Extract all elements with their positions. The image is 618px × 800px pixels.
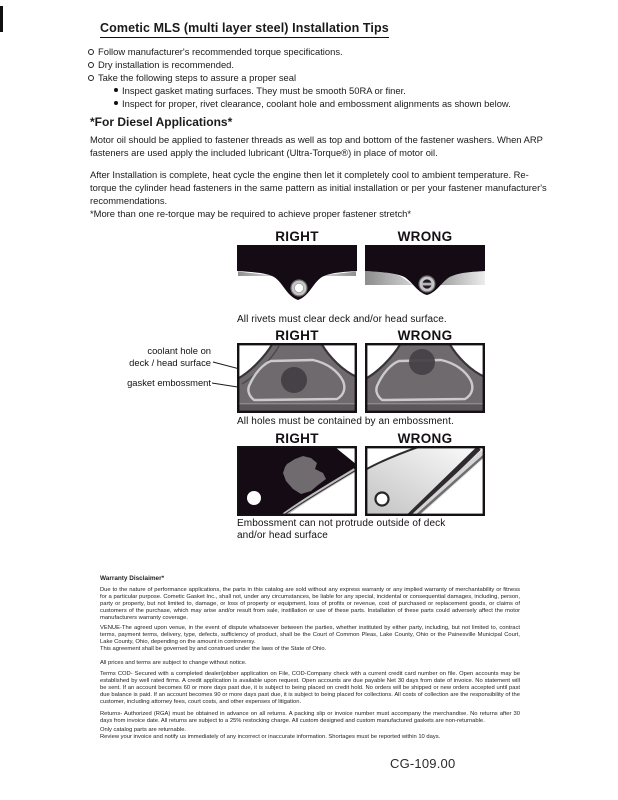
row3-caption-line1: Embossment can not protrude outside of deck: [237, 518, 446, 529]
warranty-paragraph-returns: Returns- Authorized (RGA) must be obtained in advance on all returns. A packing slip or invoice number must accompany the merchandise. No returns after 30 days from invoice date. All returns are subject to a 25% restocking charge. All custom designed and custom manufactured gaskets are non-returnable.: [100, 711, 520, 725]
retorque-note: *More than one re-torque may be required to achieve proper fastener stretch*: [90, 208, 412, 219]
rivet-clearance-right-diagram: [237, 245, 357, 313]
warranty-paragraph-catalog: [100, 727, 520, 741]
venue-text: VENUE-The agreed upon venue, in the event of dispute whatsoever between the parties, whether instituted by either party, including, but not limited to, contract terms, payment terms, delivery, type, defects, sufficiency of product, shall be the Court of Common Pleas, Lake County, Ohio or the Painesville Municipal Court, Lake County, Ohio, depending on the amount in controversy.: [100, 625, 520, 646]
catalog-parts-text: Only catalog parts are returnable.: [100, 727, 187, 733]
embossment-wrong-diagram: [365, 343, 485, 413]
row3-right-label: RIGHT: [275, 431, 319, 446]
protrusion-right-diagram: [237, 446, 357, 516]
coolant-hole-icon: [409, 349, 435, 375]
warranty-paragraph-terms: Terms COD- Secured with a completed dealer/jobber application on File, COD-Company check with a current credit card number on file. Open accounts may be established by well rated firms. A credit application is available upon request. Open accounts are due payable Net 30 days from date of invoice. No statement will be sent. If an account becomes 60 or more days past due, it is subject to being placed on credit hold. No orders will be shipped or new orders accepted until past due balance is paid. If an account becomes 90 or more days past due, it is subject to being placed for collections. All costs of collection are the responsibility of the customer, including attorney fees, court costs, and other expenses of litigation.: [100, 671, 520, 706]
list-item-text: Dry installation is recommended.: [98, 59, 234, 70]
list-item-text: Take the following steps to assure a proper seal: [98, 72, 297, 83]
bolt-hole-icon: [247, 491, 261, 505]
warranty-paragraph-venue: [100, 625, 520, 653]
review-invoice-text: Review your invoice and notify us immediately of any incorrect or inaccurate information. Shortages must be reported within 10 days.: [100, 734, 441, 741]
list-item-text: Inspect gasket mating surfaces. They must be smooth 50RA or finer.: [122, 85, 406, 96]
page-code: CG-109.00: [390, 756, 456, 771]
protrusion-wrong-illustration: [365, 446, 485, 516]
coolant-hole-icon: [281, 367, 307, 393]
diesel-paragraph-1: Motor oil should be applied to fastener threads as well as top and bottom of the fastener washers. When ARP fasteners are used apply the included lubricant (Ultra-Torque®) in place of motor oil.: [90, 134, 543, 158]
row3-caption-line2: and/or head surface: [237, 530, 328, 541]
protrusion-right-illustration: [237, 446, 357, 516]
embossment-right-illustration: [237, 343, 357, 413]
row1-caption: All rivets must clear deck and/or head surface.: [237, 314, 447, 325]
row1-right-label: RIGHT: [275, 229, 319, 244]
rivet-right-illustration: [237, 245, 357, 313]
rivet-wrong-illustration: [365, 245, 485, 313]
list-item: [88, 71, 558, 84]
gasket-embossment-label: gasket embossment: [127, 377, 211, 388]
circle-bullet-icon: [88, 62, 94, 68]
circle-bullet-icon: [88, 49, 94, 55]
warranty-paragraph-prices: All prices and terms are subject to change without notice.: [100, 660, 247, 666]
dot-bullet-icon: [114, 101, 118, 105]
warranty-heading: Warranty Disclaimer*: [100, 575, 165, 582]
page-title: Cometic MLS (multi layer steel) Installation Tips: [100, 21, 389, 38]
list-item-text: Follow manufacturer's recommended torque specifications.: [98, 46, 343, 57]
list-item: [88, 58, 558, 71]
list-item: [114, 97, 558, 110]
governing-law-text: This agreement shall be governed by and construed under the laws of the State of Ohio.: [100, 646, 327, 653]
list-item: [88, 45, 558, 58]
embossment-wrong-illustration: [365, 343, 485, 413]
row1-wrong-label: WRONG: [397, 229, 453, 244]
scan-edge-mark: [0, 6, 3, 32]
installation-tips-list: [88, 45, 558, 110]
row2-wrong-label: WRONG: [397, 328, 453, 343]
row3-wrong-label: WRONG: [397, 431, 453, 446]
list-item: [114, 84, 558, 97]
bolt-hole-icon: [376, 493, 389, 506]
diesel-paragraph-2: After Installation is complete, heat cycle the engine then let it completely cool to ambient temperature. Re-torque the cylinder head fasteners in the same pattern as initial installation or per your fastener manufacturer's recommendations.: [90, 169, 547, 206]
coolant-hole-label-line1: coolant hole on: [147, 345, 211, 356]
row3-caption: [237, 518, 517, 542]
warranty-paragraph-1: Due to the nature of performance applications, the parts in this catalog are sold without any express warranty or any implied warranty of merchantability or fitness for a particular purpose. Cometic Gasket Inc., shall not, under any circumstances, be liable for any special, incidental or consequential damages, including, person, party or property, but not limited to, damage, or loss of property or equipment, loss of profits or revenue, cost of purchased or replacement goods, or claims of customers of the purchase, which may arise and/or result from sale, instillation or use of these parts. Installation of these parts could adversely affect the motor manufacturers warranty coverage.: [100, 587, 520, 622]
coolant-hole-label: [91, 345, 211, 368]
protrusion-wrong-diagram: [365, 446, 485, 516]
embossment-right-diagram: [237, 343, 357, 413]
list-item-text: Inspect for proper, rivet clearance, coolant hole and embossment alignments as shown below.: [122, 98, 511, 109]
row2-caption: All holes must be contained by an embossment.: [237, 416, 454, 427]
dot-bullet-icon: [114, 88, 118, 92]
coolant-hole-label-line2: deck / head surface: [129, 356, 211, 368]
row2-right-label: RIGHT: [275, 328, 319, 343]
diesel-applications-heading: *For Diesel Applications*: [90, 115, 233, 129]
circle-bullet-icon: [88, 75, 94, 81]
rivet-clearance-wrong-diagram: [365, 245, 485, 313]
